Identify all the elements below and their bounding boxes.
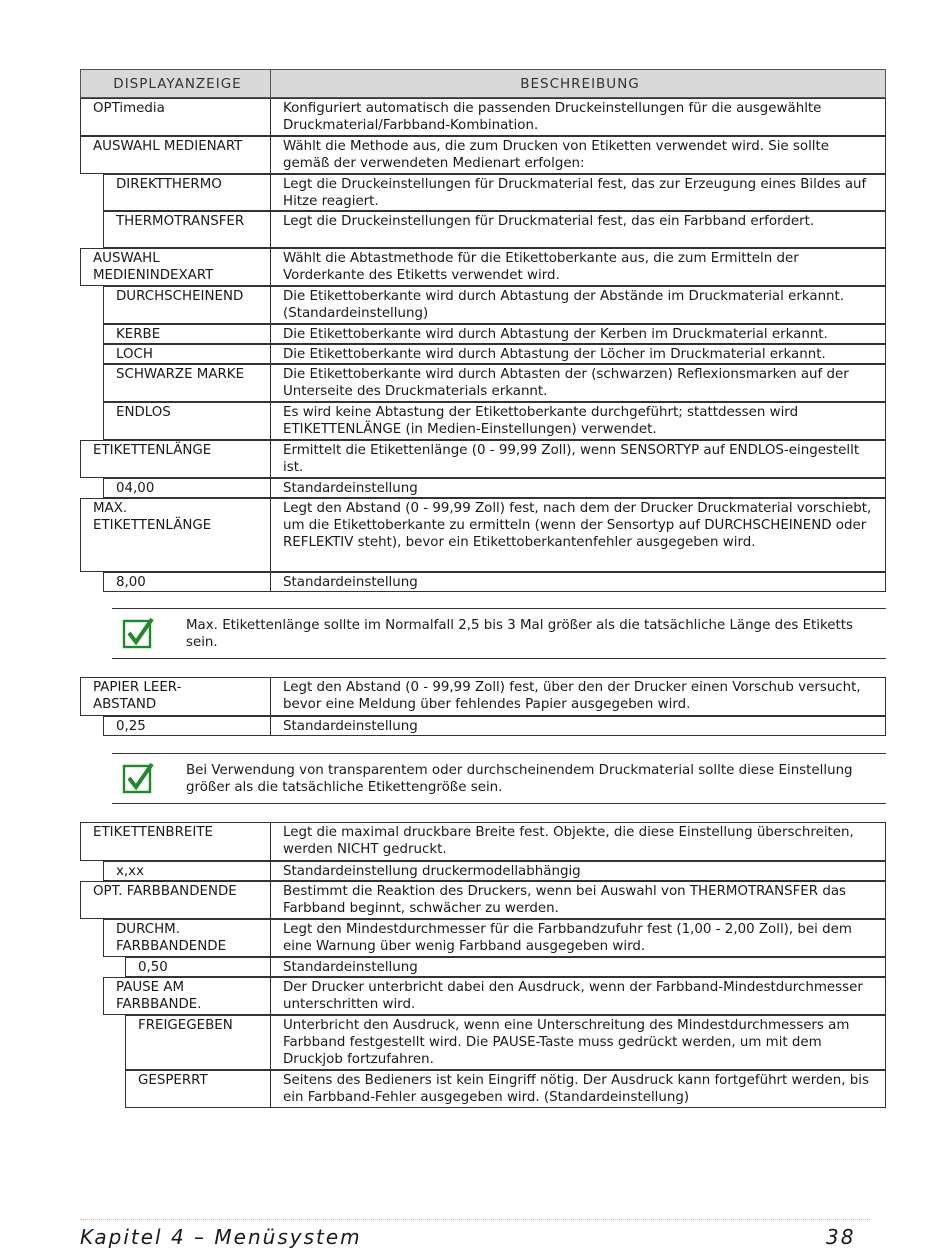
- footer-divider: [80, 1219, 870, 1220]
- table-row: [80, 716, 886, 736]
- footer-page-number: 38: [826, 1225, 856, 1249]
- setting-label: PAUSE AM FARBBANDE.: [103, 977, 271, 1015]
- setting-label: AUSWAHL MEDIENINDEXART: [80, 248, 271, 286]
- settings-table-2: [80, 677, 886, 736]
- setting-label: KERBE: [103, 324, 271, 344]
- setting-label: OPTimedia: [80, 98, 271, 136]
- setting-label: DIREKTTHERMO: [103, 174, 271, 211]
- setting-description: Wählt die Methode aus, die zum Drucken von Etiketten verwendet wird. Sie sollte gemäß der verwendeten Medienart erfolgen:: [270, 136, 886, 174]
- setting-label: DURCHSCHEINEND: [103, 286, 271, 324]
- setting-label: x,xx: [103, 861, 271, 881]
- setting-description: Wählt die Abtastmethode für die Etikettoberkante aus, die zum Ermitteln der Vorderkante des Etiketts verwendet wird.: [270, 248, 886, 286]
- footer-chapter: Kapitel 4 – Menüsystem: [80, 1225, 362, 1249]
- setting-label: LOCH: [103, 344, 271, 364]
- table-row: [80, 324, 886, 344]
- setting-description: Ermittelt die Etikettenlänge (0 - 99,99 Zoll), wenn SENSORTYP auf ENDLOS-eingestellt ist.: [270, 440, 886, 478]
- setting-label: ENDLOS: [103, 402, 271, 440]
- setting-label: 0,25: [103, 716, 271, 736]
- setting-description: Legt den Abstand (0 - 99,99 Zoll) fest, nach dem der Drucker Druckmaterial vorschiebt, um die Etikettoberkante zu ermitteln (wenn der Sensortyp auf DURCHSCHEINEND oder REFLEKTIV steht), bevor ein Etikettoberkantenfehler ausgegeben wird.: [270, 498, 886, 572]
- table-2-body: [80, 677, 886, 736]
- setting-label: DURCHM. FARBBANDENDE: [103, 919, 271, 957]
- setting-description: Standardeinstellung druckermodellabhängig: [270, 861, 886, 881]
- table-row: [80, 957, 886, 977]
- setting-description: Standardeinstellung: [270, 478, 886, 498]
- setting-description: Die Etikettoberkante wird durch Abtasten der (schwarzen) Reflexionsmarken auf der Unterseite des Druckmaterials erkannt.: [270, 364, 886, 402]
- setting-description: Konfiguriert automatisch die passenden Druckeinstellungen für die ausgewählte Druckmaterial/Farbband-Kombination.: [270, 98, 886, 136]
- setting-label: AUSWAHL MEDIENART: [80, 136, 271, 174]
- table-row: [80, 881, 886, 919]
- header-description: BESCHREIBUNG: [270, 69, 886, 98]
- table-3-body: [80, 822, 886, 1108]
- table-row: [80, 977, 886, 1015]
- table-row: [80, 1070, 886, 1108]
- header-display: DISPLAYANZEIGE: [80, 69, 271, 98]
- setting-label: 04,00: [103, 478, 271, 498]
- table-row: [80, 286, 886, 324]
- setting-description: Standardeinstellung: [270, 572, 886, 592]
- info-note-1: [112, 608, 886, 659]
- table-row: [80, 211, 886, 248]
- setting-label: ETIKETTENLÄNGE: [80, 440, 271, 478]
- settings-table-1: [80, 69, 886, 592]
- table-row: [80, 478, 886, 498]
- table-row: [80, 861, 886, 881]
- setting-description: Legt die Druckeinstellungen für Druckmaterial fest, das ein Farbband erfordert.: [270, 211, 886, 248]
- setting-label: SCHWARZE MARKE: [103, 364, 271, 402]
- setting-label: ETIKETTENBREITE: [80, 822, 271, 861]
- setting-description: Legt den Mindestdurchmesser für die Farbbandzufuhr fest (1,00 - 2,00 Zoll), bei dem eine Warnung über wenig Farbband ausgegeben wird.: [270, 919, 886, 957]
- table-row: [80, 572, 886, 592]
- setting-description: Legt die Druckeinstellungen für Druckmaterial fest, das zur Erzeugung eines Bildes auf Hitze reagiert.: [270, 174, 886, 211]
- table-row: [80, 174, 886, 211]
- setting-description: Die Etikettoberkante wird durch Abtastung der Abstände im Druckmaterial erkannt. (Standardeinstellung): [270, 286, 886, 324]
- table-header: [80, 69, 886, 98]
- checkmark-icon: [122, 762, 154, 794]
- note-text: Max. Etikettenlänge sollte im Normalfall 2,5 bis 3 Mal größer als die tatsächliche Länge des Etiketts sein.: [186, 618, 854, 650]
- setting-description: Die Etikettoberkante wird durch Abtastung der Löcher im Druckmaterial erkannt.: [270, 344, 886, 364]
- setting-description: Unterbricht den Ausdruck, wenn eine Unterschreitung des Mindestdurchmessers am Farbband festgestellt wird. Die PAUSE-Taste muss gedrückt werden, um mit dem Druckjob fortzufahren.: [270, 1015, 886, 1070]
- setting-description: Legt die maximal druckbare Breite fest. Objekte, die diese Einstellung überschreiten, werden NICHT gedruckt.: [270, 822, 886, 861]
- table-row: [80, 498, 886, 572]
- table-row: [80, 440, 886, 478]
- setting-label: FREIGEGEBEN: [125, 1015, 271, 1070]
- setting-description: Es wird keine Abtastung der Etikettoberkante durchgeführt; stattdessen wird ETIKETTENLÄNGE (in Medien-Einstellungen) verwendet.: [270, 402, 886, 440]
- setting-label: MAX. ETIKETTENLÄNGE: [80, 498, 271, 572]
- table-row: [80, 248, 886, 286]
- setting-label: PAPIER LEER- ABSTAND: [80, 677, 271, 716]
- table-row: [80, 1015, 886, 1070]
- setting-label: OPT. FARBBANDENDE: [80, 881, 271, 919]
- info-note-2: [112, 753, 886, 804]
- setting-description: Die Etikettoberkante wird durch Abtastung der Kerben im Druckmaterial erkannt.: [270, 324, 886, 344]
- setting-description: Der Drucker unterbricht dabei den Ausdruck, wenn der Farbband-Mindestdurchmesser unterschritten wird.: [270, 977, 886, 1015]
- setting-label: 0,50: [125, 957, 271, 977]
- setting-description: Bestimmt die Reaktion des Druckers, wenn bei Auswahl von THERMOTRANSFER das Farbband beginnt, schwächer zu werden.: [270, 881, 886, 919]
- setting-label: GESPERRT: [125, 1070, 271, 1108]
- setting-label: 8,00: [103, 572, 271, 592]
- table-row: [80, 402, 886, 440]
- setting-description: Legt den Abstand (0 - 99,99 Zoll) fest, über den der Drucker einen Vorschub versucht, bevor eine Meldung über fehlendes Papier ausgegeben wird.: [270, 677, 886, 716]
- table-row: [80, 677, 886, 716]
- table-1-body: [80, 98, 886, 592]
- table-row: [80, 364, 886, 402]
- setting-description: Standardeinstellung: [270, 957, 886, 977]
- setting-description: Standardeinstellung: [270, 716, 886, 736]
- table-row: [80, 919, 886, 957]
- setting-label: THERMOTRANSFER: [103, 211, 271, 248]
- setting-description: Seitens des Bedieners ist kein Eingriff nötig. Der Ausdruck kann fortgeführt werden, bis ein Farbband-Fehler ausgegeben wird. (Standardeinstellung): [270, 1070, 886, 1108]
- table-row: [80, 822, 886, 861]
- note-text: Bei Verwendung von transparentem oder durchscheinendem Druckmaterial sollte diese Einstellung größer als die tatsächliche Etikettengröße sein.: [186, 763, 853, 795]
- checkmark-icon: [122, 617, 154, 649]
- settings-table-3: [80, 822, 886, 1108]
- table-row: [80, 98, 886, 136]
- table-row: [80, 344, 886, 364]
- table-row: [80, 136, 886, 174]
